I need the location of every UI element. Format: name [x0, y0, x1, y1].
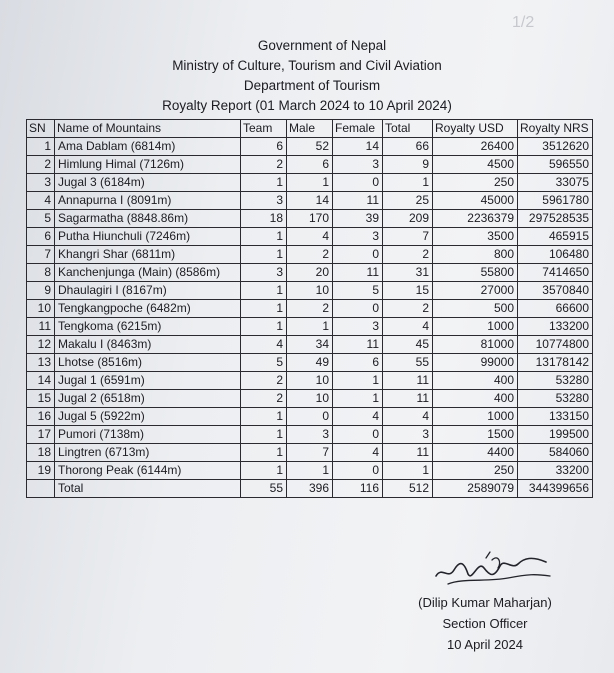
- cell-nrs: 7414650: [518, 264, 593, 282]
- cell-name: Putha Hiunchuli (7246m): [55, 228, 241, 246]
- table-row: [27, 138, 593, 156]
- table-row: [27, 210, 593, 228]
- cell-team: 5: [241, 354, 287, 372]
- cell-name: Himlung Himal (7126m): [55, 156, 241, 174]
- cell-female: 3: [333, 156, 383, 174]
- total-female: 116: [333, 480, 383, 498]
- cell-nrs: 5961780: [518, 192, 593, 210]
- cell-usd: 250: [433, 462, 518, 480]
- cell-team: 1: [241, 462, 287, 480]
- cell-total: 11: [383, 372, 433, 390]
- cell-male: 7: [287, 444, 333, 462]
- cell-sn: 2: [27, 156, 55, 174]
- cell-male: 49: [287, 354, 333, 372]
- cell-nrs: 10774800: [518, 336, 593, 354]
- cell-sn: 4: [27, 192, 55, 210]
- cell-male: 170: [287, 210, 333, 228]
- cell-female: 11: [333, 192, 383, 210]
- cell-name: Lhotse (8516m): [55, 354, 241, 372]
- cell-total: 209: [383, 210, 433, 228]
- header-report-title: Royalty Report (01 March 2024 to 10 April 2024): [162, 98, 452, 113]
- cell-team: 1: [241, 426, 287, 444]
- cell-male: 2: [287, 246, 333, 264]
- table-row: [27, 192, 593, 210]
- cell-total: 3: [383, 426, 433, 444]
- table-header-row: [27, 120, 593, 138]
- cell-team: 1: [241, 282, 287, 300]
- cell-nrs: 13178142: [518, 354, 593, 372]
- cell-total: 7: [383, 228, 433, 246]
- cell-nrs: 53280: [518, 372, 593, 390]
- cell-male: 3: [287, 426, 333, 444]
- cell-sn: 11: [27, 318, 55, 336]
- cell-female: 6: [333, 354, 383, 372]
- page-marker: 1/2: [512, 14, 535, 31]
- table-row: [27, 462, 593, 480]
- table-row: [27, 408, 593, 426]
- cell-male: 4: [287, 228, 333, 246]
- cell-total: 66: [383, 138, 433, 156]
- cell-team: 3: [241, 192, 287, 210]
- cell-team: 2: [241, 156, 287, 174]
- cell-male: 14: [287, 192, 333, 210]
- table-row: [27, 336, 593, 354]
- cell-team: 1: [241, 228, 287, 246]
- cell-name: Dhaulagiri I (8167m): [55, 282, 241, 300]
- cell-sn: 16: [27, 408, 55, 426]
- cell-name: Jugal 2 (6518m): [55, 390, 241, 408]
- cell-female: 3: [333, 318, 383, 336]
- header-department: Department of Tourism: [243, 78, 381, 93]
- cell-name: Ama Dablam (6814m): [55, 138, 241, 156]
- table-row: [27, 156, 593, 174]
- cell-nrs: 133150: [518, 408, 593, 426]
- cell-male: 2: [287, 300, 333, 318]
- cell-usd: 27000: [433, 282, 518, 300]
- cell-total: 4: [383, 318, 433, 336]
- cell-sn: 1: [27, 138, 55, 156]
- cell-female: 0: [333, 174, 383, 192]
- table-row: [27, 282, 593, 300]
- cell-name: Makalu I (8463m): [55, 336, 241, 354]
- cell-team: 3: [241, 264, 287, 282]
- cell-nrs: 33075: [518, 174, 593, 192]
- cell-name: Kanchenjunga (Main) (8586m): [55, 264, 241, 282]
- cell-nrs: 297528535: [518, 210, 593, 228]
- total-male: 396: [287, 480, 333, 498]
- cell-sn: 14: [27, 372, 55, 390]
- cell-sn: 17: [27, 426, 55, 444]
- cell-nrs: 596550: [518, 156, 593, 174]
- table-body: [27, 138, 593, 498]
- cell-male: 6: [287, 156, 333, 174]
- cell-sn: 8: [27, 264, 55, 282]
- cell-usd: 1000: [433, 318, 518, 336]
- total-team: 55: [241, 480, 287, 498]
- cell-nrs: 584060: [518, 444, 593, 462]
- total-total: 512: [383, 480, 433, 498]
- cell-total: 4: [383, 408, 433, 426]
- cell-sn: 15: [27, 390, 55, 408]
- cell-total: 55: [383, 354, 433, 372]
- cell-male: 20: [287, 264, 333, 282]
- cell-usd: 1500: [433, 426, 518, 444]
- cell-team: 2: [241, 390, 287, 408]
- table-row: [27, 264, 593, 282]
- cell-usd: 400: [433, 372, 518, 390]
- cell-usd: 99000: [433, 354, 518, 372]
- total-usd: 2589079: [433, 480, 518, 498]
- cell-usd: 400: [433, 390, 518, 408]
- cell-female: 4: [333, 444, 383, 462]
- cell-usd: 81000: [433, 336, 518, 354]
- table-row: [27, 246, 593, 264]
- total-label: Total: [55, 480, 241, 498]
- table-row: [27, 300, 593, 318]
- cell-team: 1: [241, 246, 287, 264]
- cell-nrs: 199500: [518, 426, 593, 444]
- cell-usd: 4500: [433, 156, 518, 174]
- table-row: [27, 174, 593, 192]
- cell-usd: 55800: [433, 264, 518, 282]
- table-row: [27, 390, 593, 408]
- cell-total: 25: [383, 192, 433, 210]
- cell-usd: 1000: [433, 408, 518, 426]
- totals-row: [27, 480, 593, 498]
- cell-name: Lingtren (6713m): [55, 444, 241, 462]
- cell-total: 9: [383, 156, 433, 174]
- header-government: Government of Nepal: [257, 38, 387, 53]
- cell-total: 45: [383, 336, 433, 354]
- cell-name: Thorong Peak (6144m): [55, 462, 241, 480]
- cell-team: 1: [241, 318, 287, 336]
- cell-usd: 4400: [433, 444, 518, 462]
- cell-name: Annapurna I (8091m): [55, 192, 241, 210]
- cell-sn: 7: [27, 246, 55, 264]
- cell-female: 11: [333, 264, 383, 282]
- cell-nrs: 3512620: [518, 138, 593, 156]
- cell-usd: 26400: [433, 138, 518, 156]
- cell-team: 1: [241, 408, 287, 426]
- cell-male: 1: [287, 174, 333, 192]
- cell-nrs: 465915: [518, 228, 593, 246]
- cell-sn: 3: [27, 174, 55, 192]
- cell-sn: 18: [27, 444, 55, 462]
- cell-female: 11: [333, 336, 383, 354]
- cell-team: 6: [241, 138, 287, 156]
- cell-female: 0: [333, 462, 383, 480]
- cell-blank: [27, 480, 55, 498]
- cell-team: 2: [241, 372, 287, 390]
- cell-name: Sagarmatha (8848.86m): [55, 210, 241, 228]
- cell-female: 3: [333, 228, 383, 246]
- cell-female: 39: [333, 210, 383, 228]
- cell-sn: 6: [27, 228, 55, 246]
- cell-nrs: 53280: [518, 390, 593, 408]
- cell-usd: 500: [433, 300, 518, 318]
- column-header: SN: [27, 120, 55, 138]
- cell-total: 15: [383, 282, 433, 300]
- cell-total: 1: [383, 462, 433, 480]
- cell-sn: 10: [27, 300, 55, 318]
- cell-team: 1: [241, 444, 287, 462]
- cell-female: 0: [333, 426, 383, 444]
- column-header: Total: [383, 120, 433, 138]
- table-row: [27, 444, 593, 462]
- signatory-title: Section Officer: [442, 616, 528, 631]
- cell-usd: 2236379: [433, 210, 518, 228]
- cell-team: 1: [241, 300, 287, 318]
- cell-team: 1: [241, 174, 287, 192]
- cell-nrs: 3570840: [518, 282, 593, 300]
- cell-name: Pumori (7138m): [55, 426, 241, 444]
- cell-usd: 45000: [433, 192, 518, 210]
- cell-usd: 3500: [433, 228, 518, 246]
- cell-usd: 800: [433, 246, 518, 264]
- table-row: [27, 228, 593, 246]
- table-row: [27, 354, 593, 372]
- cell-female: 14: [333, 138, 383, 156]
- cell-female: 0: [333, 246, 383, 264]
- cell-usd: 250: [433, 174, 518, 192]
- cell-total: 11: [383, 444, 433, 462]
- column-header: Male: [287, 120, 333, 138]
- table-row: [27, 372, 593, 390]
- cell-name: Tengkangpoche (6482m): [55, 300, 241, 318]
- cell-total: 2: [383, 246, 433, 264]
- royalty-table: [26, 119, 593, 498]
- cell-nrs: 106480: [518, 246, 593, 264]
- signature-date: 10 April 2024: [447, 637, 523, 652]
- cell-sn: 19: [27, 462, 55, 480]
- column-header: Team: [241, 120, 287, 138]
- signatory-name: (Dilip Kumar Maharjan): [418, 595, 552, 610]
- cell-male: 1: [287, 462, 333, 480]
- cell-female: 1: [333, 372, 383, 390]
- cell-male: 1: [287, 318, 333, 336]
- cell-name: Jugal 5 (5922m): [55, 408, 241, 426]
- cell-nrs: 133200: [518, 318, 593, 336]
- cell-total: 2: [383, 300, 433, 318]
- cell-name: Jugal 3 (6184m): [55, 174, 241, 192]
- cell-male: 10: [287, 282, 333, 300]
- column-header: Name of Mountains: [55, 120, 241, 138]
- header-ministry: Ministry of Culture, Tourism and Civil Aviation: [172, 58, 442, 73]
- table-row: [27, 426, 593, 444]
- cell-team: 4: [241, 336, 287, 354]
- cell-male: 34: [287, 336, 333, 354]
- cell-total: 1: [383, 174, 433, 192]
- cell-female: 4: [333, 408, 383, 426]
- cell-nrs: 33200: [518, 462, 593, 480]
- cell-male: 10: [287, 372, 333, 390]
- cell-male: 52: [287, 138, 333, 156]
- cell-sn: 5: [27, 210, 55, 228]
- column-header: Female: [333, 120, 383, 138]
- cell-male: 10: [287, 390, 333, 408]
- cell-name: Khangri Shar (6811m): [55, 246, 241, 264]
- cell-name: Jugal 1 (6591m): [55, 372, 241, 390]
- cell-total: 31: [383, 264, 433, 282]
- cell-nrs: 66600: [518, 300, 593, 318]
- cell-name: Tengkoma (6215m): [55, 318, 241, 336]
- cell-female: 1: [333, 390, 383, 408]
- cell-sn: 13: [27, 354, 55, 372]
- column-header: Royalty NRS: [518, 120, 593, 138]
- cell-team: 18: [241, 210, 287, 228]
- cell-female: 5: [333, 282, 383, 300]
- report-header: [0, 36, 614, 116]
- cell-total: 11: [383, 390, 433, 408]
- handwritten-signature: [428, 548, 558, 596]
- table-row: [27, 318, 593, 336]
- cell-sn: 9: [27, 282, 55, 300]
- column-header: Royalty USD: [433, 120, 518, 138]
- cell-sn: 12: [27, 336, 55, 354]
- total-nrs: 344399656: [518, 480, 593, 498]
- cell-female: 0: [333, 300, 383, 318]
- cell-male: 0: [287, 408, 333, 426]
